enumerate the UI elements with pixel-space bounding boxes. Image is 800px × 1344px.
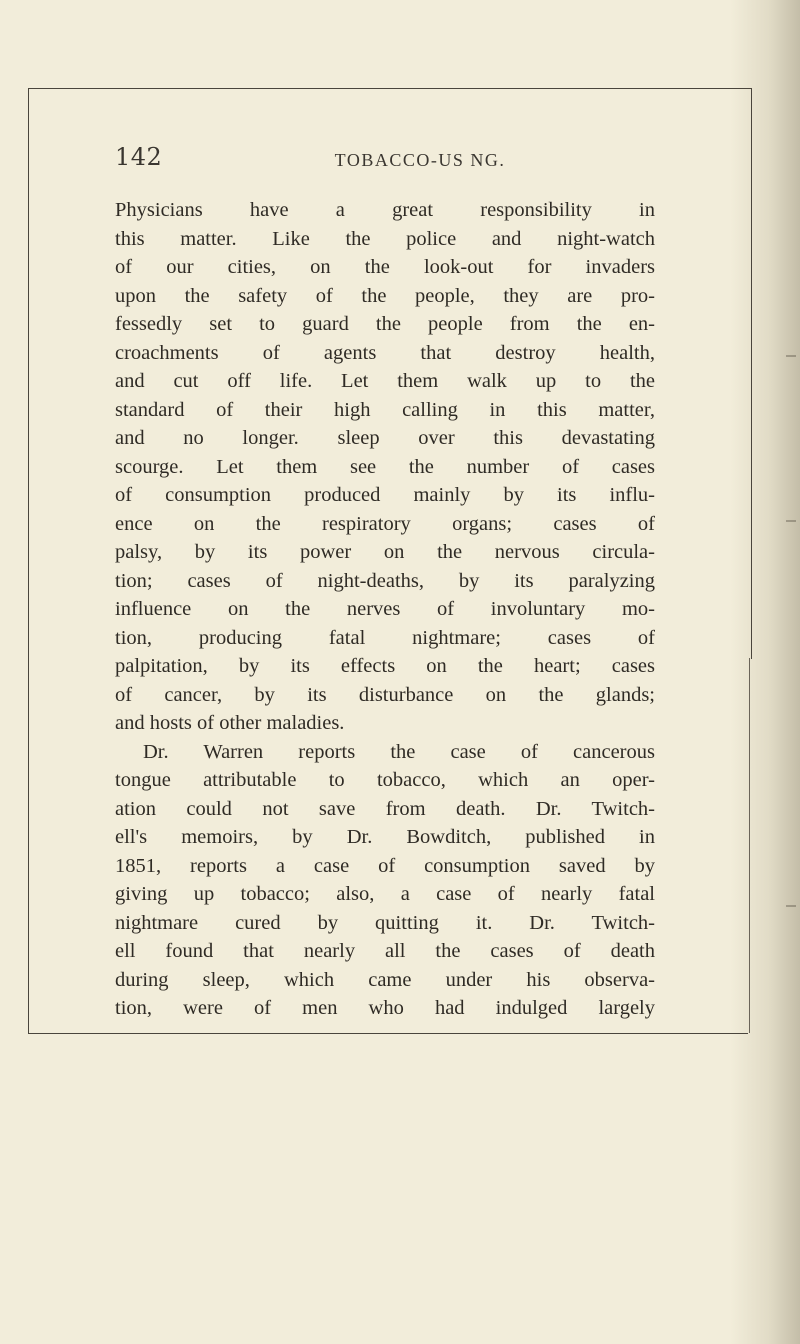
text-line: this matter. Like the police and night-watch — [115, 227, 655, 250]
text-line: ence on the respiratory organs; cases of — [115, 512, 655, 535]
text-line: ell found that nearly all the cases of death — [115, 940, 655, 962]
edge-mark — [786, 520, 796, 522]
text-line: of our cities, on the look-out for invaders — [115, 256, 655, 278]
text-line: croachments of agents that destroy health, — [115, 341, 655, 364]
text-line: and hosts of other maladies. — [115, 712, 345, 734]
text-line: and no longer. sleep over this devastating — [115, 427, 655, 449]
text-line: upon the safety of the people, they are pro- — [115, 284, 655, 307]
text-line: Physicians have a great responsibility in — [115, 199, 655, 221]
page-border-bottom — [28, 1033, 748, 1034]
text-line: Dr. Warren reports the case of cancerous — [143, 740, 655, 763]
text-line: nightmare cured by quitting it. Dr. Twitch- — [115, 911, 655, 934]
text-line: standard of their high calling in this matter, — [115, 398, 655, 421]
edge-mark — [786, 355, 796, 357]
text-line: of consumption produced mainly by its influ- — [115, 484, 655, 506]
text-line: scourge. Let them see the number of cases — [115, 455, 655, 478]
text-line: during sleep, which came under his observa- — [115, 968, 655, 991]
text-line: ell's memoirs, by Dr. Bowditch, published in — [115, 826, 655, 848]
text-line: palsy, by its power on the nervous circula- — [115, 541, 655, 563]
text-line: tion; cases of night-deaths, by its paralyzing — [115, 569, 655, 592]
page-border-right — [749, 658, 750, 1033]
text-line: ation could not save from death. Dr. Twitch- — [115, 797, 655, 820]
page-border-left — [28, 658, 29, 1033]
running-head-text: TOBACCO-US NG. — [334, 150, 506, 170]
text-line: giving up tobacco; also, a case of nearly fatal — [115, 883, 655, 905]
text-line: influence on the nerves of involuntary mo- — [115, 598, 655, 620]
text-line: tongue attributable to tobacco, which an oper- — [115, 769, 655, 791]
text-line: and cut off life. Let them walk up to the — [115, 370, 655, 392]
text-line: of cancer, by its disturbance on the glands; — [115, 683, 655, 706]
text-line: fessedly set to guard the people from the en- — [115, 313, 655, 335]
edge-mark — [786, 905, 796, 907]
text-line: tion, producing fatal nightmare; cases of — [115, 626, 655, 649]
running-head — [0, 150, 800, 171]
page-number: 142 — [115, 143, 163, 171]
text-line: palpitation, by its effects on the heart; cases — [115, 655, 655, 677]
text-line: 1851, reports a case of consumption saved by — [115, 854, 655, 877]
text-line: tion, were of men who had indulged largely — [115, 997, 655, 1019]
body-text — [115, 196, 655, 1023]
